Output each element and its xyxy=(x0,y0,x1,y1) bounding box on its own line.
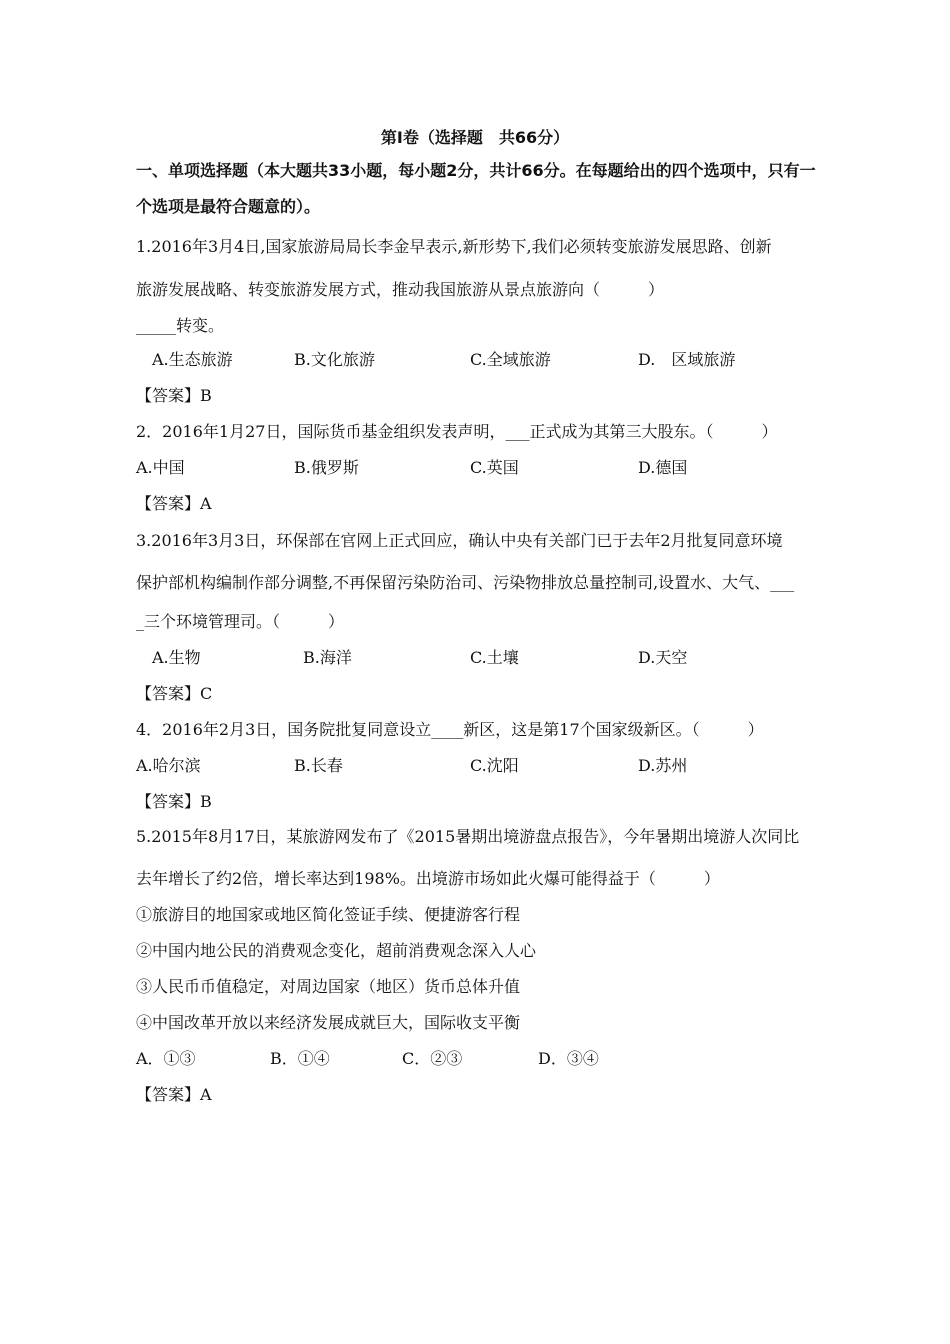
section-heading-line-2: 个选项是最符合题意的）。 xyxy=(136,197,321,216)
question-2-option-a: A.中国 xyxy=(136,458,185,477)
question-3-option-d: D.天空 xyxy=(638,648,688,667)
question-5-statement-4: ④中国改革开放以来经济发展成就巨大，国际收支平衡 xyxy=(136,1013,521,1032)
question-4-line-1: 4．2016年2月3日，国务院批复同意设立____新区，这是第17个国家级新区。（ ） xyxy=(136,720,764,739)
question-4-option-a: A.哈尔滨 xyxy=(136,756,201,775)
question-1-option-d: D. 区域旅游 xyxy=(638,350,736,369)
question-1-answer: 【答案】B xyxy=(136,386,212,405)
question-4-option-c: C.沈阳 xyxy=(470,756,519,775)
question-2-answer: 【答案】A xyxy=(136,494,212,513)
question-1-line-2: 旅游发展战略、转变旅游发展方式，推动我国旅游从景点旅游向（ ） xyxy=(136,280,665,299)
question-4-answer: 【答案】B xyxy=(136,792,212,811)
question-2-line-1: 2．2016年1月27日，国际货币基金组织发表声明，___正式成为其第三大股东。（ ） xyxy=(136,422,778,441)
question-5-statement-1: ①旅游目的地国家或地区简化签证手续、便捷游客行程 xyxy=(136,905,521,924)
question-5-option-a: A．①③ xyxy=(136,1049,196,1068)
question-2-option-d: D.德国 xyxy=(638,458,688,477)
question-1-line-1: 1.2016年3月4日,国家旅游局局长李金早表示,新形势下,我们必须转变旅游发展思路、创新 xyxy=(136,237,772,256)
question-2-option-b: B.俄罗斯 xyxy=(294,458,359,477)
question-5-statement-2: ②中国内地公民的消费观念变化，超前消费观念深入人心 xyxy=(136,941,537,960)
question-3-line-1: 3.2016年3月3日，环保部在官网上正式回应，确认中央有关部门已于去年2月批复同意环境 xyxy=(136,531,783,550)
question-3-line-2: 保护部机构编制作部分调整,不再保留污染防治司、污染物排放总量控制司,设置水、大气、___ xyxy=(136,573,795,592)
question-5-answer: 【答案】A xyxy=(136,1085,212,1104)
question-2-option-c: C.英国 xyxy=(470,458,519,477)
section-heading-line-1: 一、单项选择题（本大题共33小题，每小题2分，共计66分。在每题给出的四个选项中，只有一 xyxy=(136,161,816,180)
question-3-option-a: A.生物 xyxy=(152,648,201,667)
question-3-option-b: B.海洋 xyxy=(303,648,352,667)
question-3-answer: 【答案】C xyxy=(136,684,213,703)
question-3-line-3: _三个环境管理司。（ ） xyxy=(136,612,345,631)
question-1-line-3: _____转变。 xyxy=(136,316,225,335)
question-1-option-b: B.文化旅游 xyxy=(294,350,375,369)
question-5-statement-3: ③人民币币值稳定，对周边国家（地区）货币总体升值 xyxy=(136,977,521,996)
question-4-option-b: B.长春 xyxy=(294,756,343,775)
question-1-option-c: C.全域旅游 xyxy=(470,350,551,369)
question-5-line-1: 5.2015年8月17日，某旅游网发布了《2015暑期出境游盘点报告》，今年暑期出境游人次同比 xyxy=(136,827,800,846)
question-1-option-a: A.生态旅游 xyxy=(152,350,233,369)
question-5-option-d: D．③④ xyxy=(538,1049,599,1068)
question-5-line-2: 去年增长了约2倍，增长率达到198%。出境游市场如此火爆可能得益于（ ） xyxy=(136,869,720,888)
page-title: 第Ⅰ卷（选择题 共66分） xyxy=(380,128,570,147)
question-4-option-d: D.苏州 xyxy=(638,756,688,775)
question-5-option-c: C．②③ xyxy=(402,1049,463,1068)
question-5-option-b: B．①④ xyxy=(270,1049,330,1068)
question-3-option-c: C.土壤 xyxy=(470,648,519,667)
